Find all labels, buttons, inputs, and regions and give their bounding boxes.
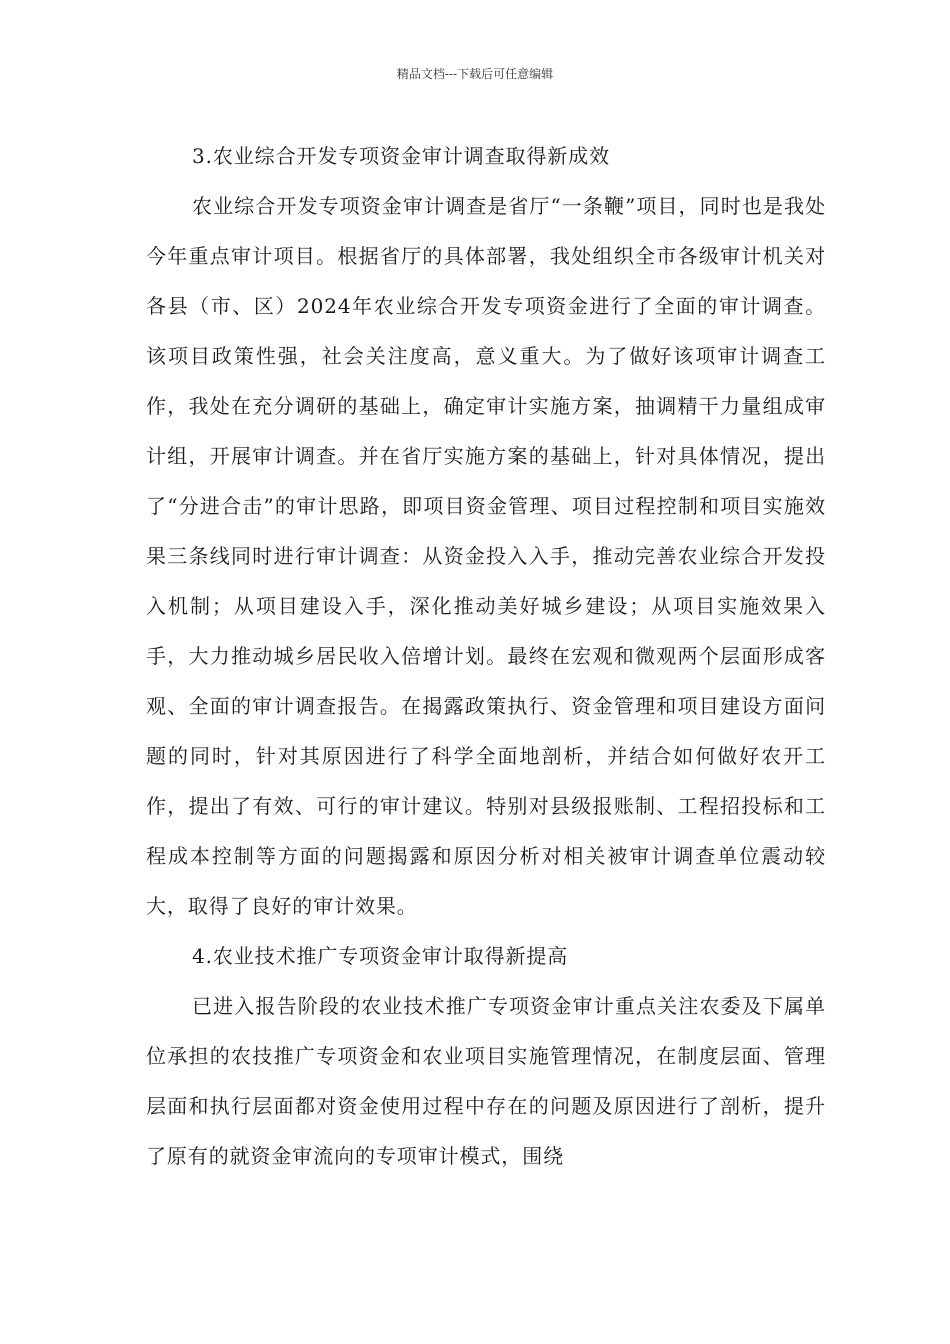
document-body xyxy=(146,131,826,1181)
section-heading-3: 3.农业综合开发专项资金审计调查取得新成效 xyxy=(192,144,610,168)
page-header: 精品文档---下载后可任意编辑 xyxy=(396,67,554,81)
section-heading-4: 4.农业技术推广专项资金审计取得新提高 xyxy=(192,944,569,968)
section-paragraph-3: 农业综合开发专项资金审计调查是省厅“一条鞭”项目，同时也是我处今年重点审计项目。根据省厅的具体部署，我处组织全市各级审计机关对各县（市、区）2024年农业综合开发专项资金进行了全面的审计调查。该项目政策性强，社会关注度高，意义重大。为了做好该项审计调查工作，我处在充分调研的基础上，确定审计实施方案，抽调精干力量组成审计组，开展审计调查。并在省厅实施方案的基础上，针对具体情况，提出了“分进合击”的审计思路，即项目资金管理、项目过程控制和项目实施效果三条线同时进行审计调查：从资金投入入手，推动完善农业综合开发投入机制；从项目建设入手，深化推动美好城乡建设；从项目实施效果入手，大力推动城乡居民收入倍增计划。最终在宏观和微观两个层面形成客观、全面的审计调查报告。在揭露政策执行、资金管理和项目建设方面问题的同时，针对其原因进行了科学全面地剖析，并结合如何做好农开工作，提出了有效、可行的审计建议。特别对县级报账制、工程招投标和工程成本控制等方面的问题揭露和原因分析对相关被审计调查单位震动较大，取得了良好的审计效果。 xyxy=(146,194,826,918)
section-paragraph-4: 已进入报告阶段的农业技术推广专项资金审计重点关注农委及下属单位承担的农技推广专项资金和农业项目实施管理情况，在制度层面、管理层面和执行层面都对资金使用过程中存在的问题及原因进行了剖析，提升了原有的就资金审流向的专项审计模式，围绕 xyxy=(146,994,826,1168)
